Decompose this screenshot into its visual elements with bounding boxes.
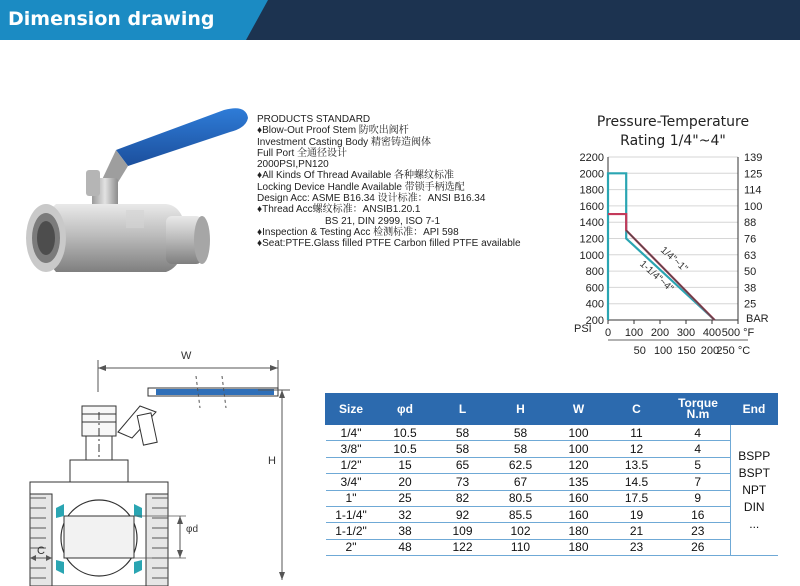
table-cell: 2" [326,539,377,555]
table-cell: 48 [377,539,434,555]
valve-dimension-drawing [0,348,320,586]
table-row [326,506,778,522]
table-row [326,490,778,506]
table-cell: 135 [550,474,608,490]
y-tick-label: 1800 [579,184,604,197]
table-cell: 38 [377,523,434,539]
standard-line: PRODUCTS STANDARD [257,114,371,125]
standard-line: BS 21, DIN 2999, ISO 7-1 [325,215,441,227]
table-cell: 85.5 [492,506,550,522]
table-row [326,441,778,457]
table-cell: 180 [550,523,608,539]
pressure-temperature-chart [560,148,800,370]
page-title: Dimension drawing [8,8,215,30]
y-tick-label: 1400 [579,217,604,230]
table-cell: 16 [666,506,731,522]
table-cell: 1-1/4" [326,506,377,522]
table-cell: 3/8" [326,441,377,457]
table-cell: 160 [550,506,608,522]
end-value: NPT [742,482,767,497]
y-tick-label: 600 [585,282,604,295]
y2-tick-label: 25 [744,298,757,311]
header-end: End [731,394,778,425]
x2-tick-label: 100 [653,345,673,357]
x2-tick-label: 200 [700,345,720,357]
header-w: W [550,394,608,425]
standard-line: ♦Blow-Out Proof Stem 防吹出阀杆 [257,125,409,137]
table-cell: 25 [377,490,434,506]
table-cell: 1/4" [326,425,377,441]
standard-line: Full Port 全通径设计 [257,147,348,159]
table-cell: 65 [434,457,492,473]
table-row [326,425,778,441]
y-tick-label: 2200 [579,152,604,164]
table-cell: 14.5 [608,474,666,490]
y2-tick-label: 114 [744,184,762,197]
table-cell: 7 [666,474,731,490]
end-value: DIN [743,499,765,514]
table-cell: 15 [377,457,434,473]
standard-line: ♦Inspection & Testing Acc 检测标准：API 598 [257,226,459,238]
table-cell: 1/2" [326,457,377,473]
end-value: BSPT [738,465,770,480]
header-banner [0,0,800,40]
table-cell: 5 [666,457,731,473]
table-cell: 58 [492,425,550,441]
table-row [326,523,778,539]
y2-tick-label: 125 [744,168,763,181]
table-cell: 10.5 [377,441,434,457]
table-cell: 122 [434,539,492,555]
table-cell: 67 [492,474,550,490]
y2-tick-label: 100 [744,200,763,213]
y-tick-label: 400 [585,298,604,311]
chart-title [583,113,763,151]
x-tick-label: 0 [604,327,612,339]
end-value: BSPP [738,448,771,463]
chart-title-line: Pressure-Temperature [596,114,750,130]
table-cell: 10.5 [377,425,434,441]
table-header-row [326,394,778,425]
standard-line: ♦Thread Acc螺纹标准：ANSIB1.20.1 [257,204,421,216]
h-dimension-label: H [268,455,276,467]
ball-valve-photo [16,106,256,296]
table-cell: 17.5 [608,490,666,506]
table-cell: 9 [666,490,731,506]
table-cell: 12 [608,441,666,457]
y-tick-label: 1000 [579,249,604,262]
table-cell: 20 [377,474,434,490]
table-cell: 110 [492,539,550,555]
x2-tick-label: 50 [633,345,646,357]
table-cell: 13.5 [608,457,666,473]
table-cell: 3/4" [326,474,377,490]
standard-line: 2000PSI,PN120 [257,159,329,171]
y2-tick-label: 38 [744,282,757,295]
table-cell: 23 [608,539,666,555]
products-standard [257,114,521,250]
header-h: H [492,394,550,425]
table-row [326,539,778,555]
table-cell: 160 [550,490,608,506]
c-dimension-label: C [37,545,45,557]
standard-line: ♦All Kinds Of Thread Available 各种螺纹标准 [257,170,455,182]
table-cell: 80.5 [492,490,550,506]
y2-tick-label: 63 [744,249,757,262]
table-row [326,474,778,490]
dimension-table [325,393,778,556]
table-cell: 58 [492,441,550,457]
y-tick-label: 1200 [579,233,604,246]
y-tick-label: 2000 [579,168,604,181]
table-cell: 1" [326,490,377,506]
y2-axis-label: BAR [746,313,769,325]
table-cell: 58 [434,441,492,457]
table-cell: 58 [434,425,492,441]
x2-tick-label: 150 [677,345,696,357]
standard-line: ♦Seat:PTFE.Glass filled PTFE Carbon filled PTFE available [257,238,521,250]
table-cell: 4 [666,441,731,457]
y-axis-label: PSI [574,323,592,335]
y2-tick-label: 88 [744,217,757,230]
y2-tick-label: 139 [744,152,763,164]
chart-title-line: Rating 1/4"~4" [620,133,726,149]
table-cell: 23 [666,523,731,539]
x-tick-label: 500 °F [721,327,755,339]
series-line [608,173,715,320]
table-cell: 32 [377,506,434,522]
table-cell: 4 [666,425,731,441]
table-cell: 26 [666,539,731,555]
table-cell: 82 [434,490,492,506]
x2-tick-label: 250 °C [716,345,751,357]
y-tick-label: 1600 [579,200,604,213]
x-tick-label: 200 [650,327,670,339]
y-tick-label: 800 [585,266,604,279]
header-torque: Torque N.m [666,394,731,425]
standard-line: Investment Casting Body 精密铸造阀体 [257,136,431,148]
header-d: φd [377,394,434,425]
end-cell [731,425,778,556]
x-tick-label: 100 [624,327,644,339]
table-cell: 100 [550,425,608,441]
table-cell: 62.5 [492,457,550,473]
d-dimension-label: φd [186,524,199,535]
table-cell: 19 [608,506,666,522]
x-tick-label: 300 [676,327,696,339]
standard-line: Design Acc: ASME B16.34 设计标准：ANSI B16.34 [257,193,486,205]
header-size: Size [326,394,377,425]
series-label: 1/4"~1" [657,244,690,275]
table-cell: 109 [434,523,492,539]
series-label: 1-1/4"~4" [637,258,676,295]
table-cell: 180 [550,539,608,555]
table-cell: 102 [492,523,550,539]
table-cell: 120 [550,457,608,473]
table-cell: 73 [434,474,492,490]
table-cell: 92 [434,506,492,522]
y2-tick-label: 50 [744,266,757,279]
y-tick-label: 200 [585,315,604,327]
table-cell: 11 [608,425,666,441]
x-tick-label: 400 [702,327,722,339]
w-dimension-label: W [181,350,192,362]
table-cell: 21 [608,523,666,539]
end-value: ... [749,516,760,531]
table-cell: 100 [550,441,608,457]
header-l: L [434,394,492,425]
y2-tick-label: 76 [744,233,757,246]
table-row [326,457,778,473]
header-c: C [608,394,666,425]
table-cell: 1-1/2" [326,523,377,539]
series-band [626,230,714,320]
standard-line: Locking Device Handle Available 带锁手柄选配 [257,181,465,193]
